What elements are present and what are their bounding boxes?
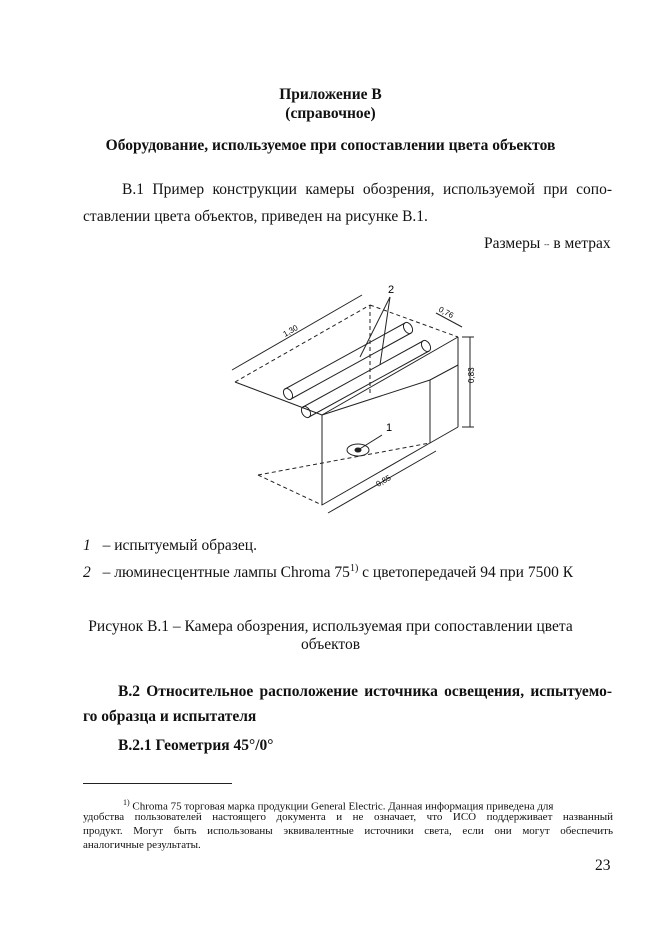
footnote-line3: продукт. Могут быть использованы эквивалентные источники света, если они могут обеспечить xyxy=(83,825,613,837)
dim-width-label: 0,85 xyxy=(374,473,393,489)
footnote-text: Chroma 75 торговая марка продукции General Electric. Данная информация приведена для xyxy=(132,800,554,813)
legend-text: – испытуемый образец. xyxy=(102,537,257,554)
footnote-mark: 1) xyxy=(123,798,130,807)
figure-caption-line1: Рисунок В.1 – Камера обозрения, используемая при сопоставлении цвета xyxy=(88,618,573,635)
dimensions-note xyxy=(484,235,611,253)
footnote-line4: аналогичные результаты. xyxy=(83,839,201,851)
legend-item-1 xyxy=(83,537,257,555)
dim-height-label: 0,83 xyxy=(467,367,476,383)
appendix-heading: Оборудование, используемое при сопоставлении цвета объектов xyxy=(105,137,556,154)
legend-item-2 xyxy=(83,563,573,582)
callout-1-label: 1 xyxy=(386,422,393,434)
dimensions-note-suffix: в метрах xyxy=(553,235,611,252)
legend-number: 1 xyxy=(83,537,91,554)
viewing-booth-figure xyxy=(230,275,530,515)
dimensions-note-text: Размеры xyxy=(484,235,541,252)
dim-length-label: 1,30 xyxy=(281,323,300,339)
section-b2-line1: В.2 Относительное расположение источника освещения, испытуемо- xyxy=(118,683,612,700)
paragraph-b1-line1: В.1 Пример конструкции камеры обозрения, используемой при сопо- xyxy=(122,181,612,198)
page-number: 23 xyxy=(595,857,611,874)
dim-depth-label: 0,76 xyxy=(437,304,456,321)
dimensions-note-mark: -- xyxy=(544,239,550,249)
legend-text: – люминесцентные лампы Chroma 75 xyxy=(102,564,350,582)
footnote-separator xyxy=(83,783,232,784)
section-b21-title: В.2.1 Геометрия 45°/0° xyxy=(118,737,274,754)
section-b2-line2: го образца и испытателя xyxy=(83,708,257,725)
legend-text-continued: с цветопередачей 94 при 7500 К xyxy=(358,564,574,582)
paragraph-b1-line2: ставлении цвета объектов, приведен на рисунке В.1. xyxy=(83,208,428,225)
figure-caption-line2: объектов xyxy=(300,636,361,653)
legend-number: 2 xyxy=(83,564,91,582)
legend-footnote-mark: 1) xyxy=(349,563,359,574)
appendix-title: Приложение В xyxy=(279,86,382,103)
callout-2-label: 2 xyxy=(388,284,395,296)
footnote-line2: удобства пользователей настоящего документа и не означает, что ИСО поддерживает названный xyxy=(83,811,613,823)
appendix-subtitle: (справочное) xyxy=(285,105,376,122)
